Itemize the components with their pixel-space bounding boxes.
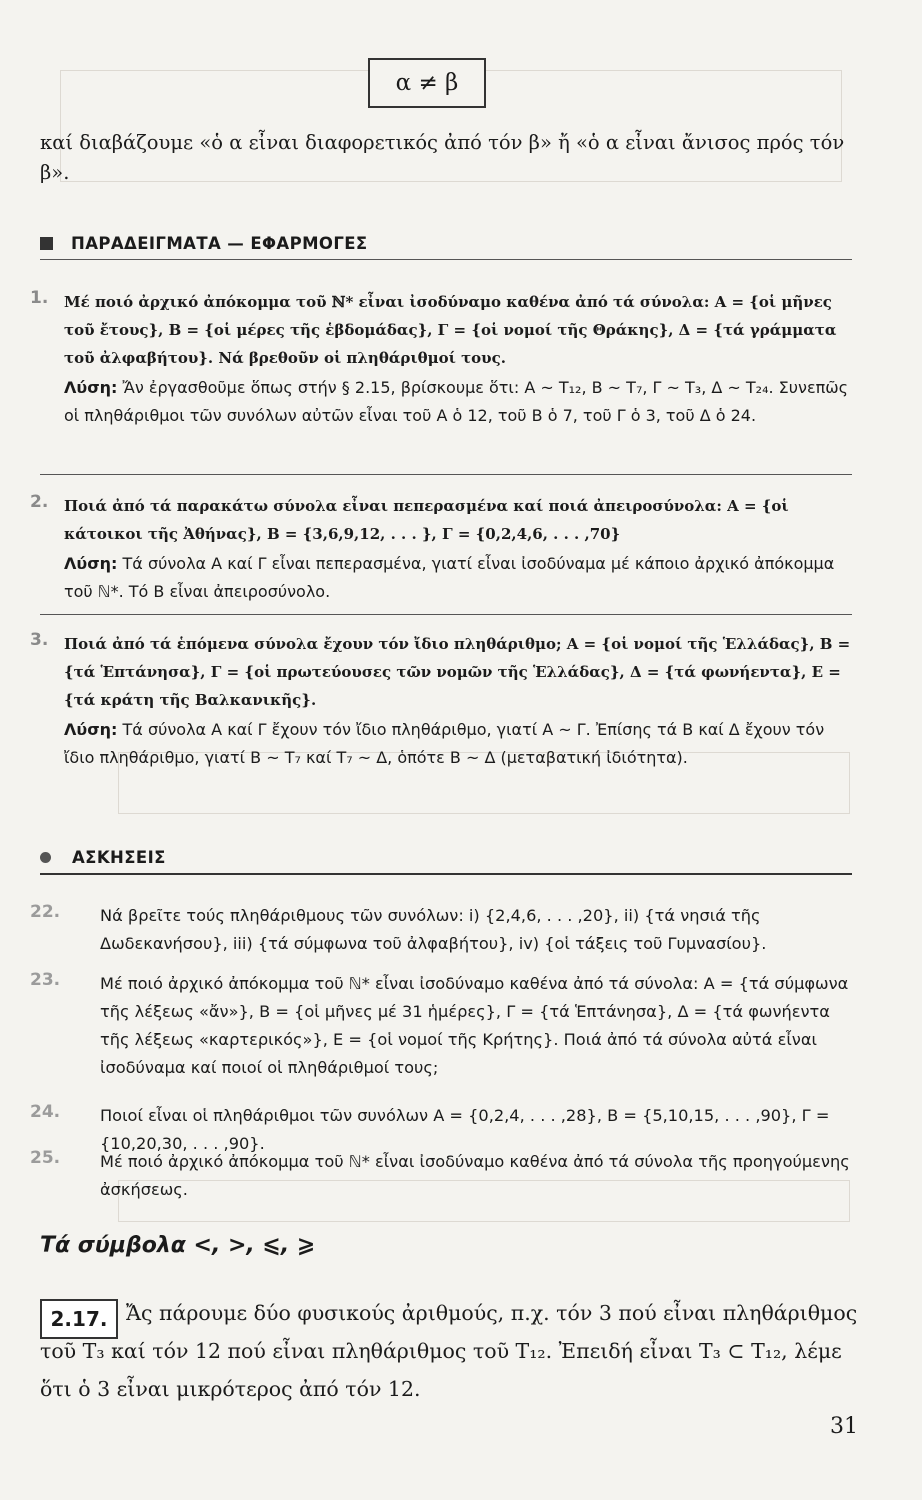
example-question: Ποιά ἀπό τά παρακάτω σύνολα εἶναι πεπερασμένα καί ποιά ἀπειροσύνολα: Α = {οἱ κάτοικοι τῆς Ἀθήνας}, Β = {3,6,9,12, . . . }, Γ = {0,2,4,6, . . . ,70} [64,497,789,543]
square-bullet-icon [40,237,53,250]
example-item [30,288,856,430]
example-question: Μέ ποιό ἀρχικό ἀπόκομμα τοῦ ℕ* εἶναι ἰσοδύναμο καθένα ἀπό τά σύνολα: Α = {οἱ μῆνες τοῦ ἔτους}, Β = {οἱ μέρες τῆς ἑβδομάδας}, Γ = {οἱ νομοί τῆς Θράκης}, Δ = {τά γράμματα τοῦ ἀλφαβήτου}. Νά βρεθοῦν οἱ πληθάριθμοί τους. [64,293,837,367]
example-number: 3. [30,630,49,650]
exercise-number: 24. [30,1102,61,1122]
exercise-text: Μέ ποιό ἀρχικό ἀπόκομμα τοῦ ℕ* εἶναι ἰσοδύναμο καθένα ἀπό τά σύνολα τῆς προηγούμενης ἀσκήσεως. [100,1152,850,1199]
definition-number: 2.17. [50,1307,108,1331]
example-number: 2. [30,492,49,512]
exercise-item [30,902,860,958]
exercises-title: ΑΣΚΗΣΕΙΣ [72,848,166,867]
exercise-item [30,970,860,1082]
example-question: Ποιά ἀπό τά ἑπόμενα σύνολα ἔχουν τόν ἴδιο πληθάριθμο; Α = {οἱ νομοί τῆς Ἑλλάδας}, Β = {τά Ἑπτάνησα}, Γ = {οἱ πρωτεύουσες τῶν νομῶν τῆς Ἑλλάδας}, Δ = {τά φωνήεντα}, Ε = {τά κράτη τῆς Βαλκανικῆς}. [64,635,851,709]
solution-text: Ἄν ἐργασθοῦμε ὅπως στήν § 2.15, βρίσκουμε ὅτι: Α ~ Τ₁₂, Β ~ Τ₇, Γ ~ Τ₃, Δ ~ Τ₂₄. Συνεπῶς οἱ πληθάριθμοι τῶν συνόλων αὐτῶν εἶναι τοῦ Α ὁ 12, τοῦ Β ὁ 7, τοῦ Γ ὁ 3, τοῦ Δ ὁ 24. [64,378,849,425]
exercise-number: 22. [30,902,61,922]
example-item [30,492,856,606]
exercise-text: Μέ ποιό ἀρχικό ἀπόκομμα τοῦ ℕ* εἶναι ἰσοδύναμο καθένα ἀπό τά σύνολα: Α = {τά σύμφωνα τῆς λέξεως «ἄν»}, Β = {οἱ μῆνες μέ 31 ἡμέρες}, Γ = {τά Ἑπτάνησα}, Δ = {τά φωνήεντα τῆς λέξεως «καρτερικός»}, Ε = {οἱ νομοί τῆς Κρήτης}. Ποιά ἀπό τά σύνολα αὐτά εἶναι ἰσοδύναμα καί ποιοί οἱ πληθάριθμοί τους; [100,974,849,1077]
example-number: 1. [30,288,49,308]
inequality-symbol: α ≠ β [395,70,459,96]
exercises-heading [40,848,852,875]
examples-title: ΠΑΡΑΔΕΙΓΜΑΤΑ — ΕΦΑΡΜΟΓΕΣ [71,234,368,253]
inequality-symbol-box [368,58,486,108]
example-solution [64,716,856,772]
solution-label: Λύση: [64,720,118,739]
exercise-item [30,1148,860,1204]
solution-label: Λύση: [64,378,118,397]
example-item [30,630,856,772]
solution-text: Τά σύνολα Α καί Γ ἔχουν τόν ἴδιο πληθάριθμο, γιατί Α ~ Γ. Ἐπίσης τά Β καί Δ ἔχουν τόν ἴδιο πληθάριθμο, γιατί Β ~ Τ₇ καί Τ₇ ~ Δ, ὁπότε Β ~ Δ (μεταβατική ἰδιότητα). [64,720,825,767]
examples-heading [40,234,852,260]
solution-text: Τά σύνολα Α καί Γ εἶναι πεπερασμένα, γιατί εἶναι ἰσοδύναμα μέ κάποιο ἀρχικό ἀπόκομμα τοῦ ℕ*. Τό Β εἶναι ἀπειροσύνολο. [64,554,835,601]
example-solution [64,550,856,606]
example-solution [64,374,856,430]
exercise-text: Ποιοί εἶναι οἱ πληθάριθμοι τῶν συνόλων Α = {0,2,4, . . . ,28}, Β = {5,10,15, . . . ,90}, Γ = {10,20,30, . . . ,90}. [100,1106,830,1153]
definition-paragraph: Ἄς πάρουμε δύο φυσικούς ἀριθμούς, π.χ. τόν 3 πού εἶναι πληθάριθμος τοῦ Τ₃ καί τόν 12 πού εἶναι πληθάριθμος τοῦ Τ₁₂. Ἐπειδή εἶναι Τ₃ ⊂ Τ₁₂, λέμε ὅτι ὁ 3 εἶναι μικρότερος ἀπό τόν 12. [40,1301,858,1401]
definition-number-box [40,1299,118,1339]
round-bullet-icon [40,852,51,863]
exercise-text: Νά βρεῖτε τούς πληθάριθμους τῶν συνόλων: i) {2,4,6, . . . ,20}, ii) {τά νησιά τῆς Δωδεκανήσου}, iii) {τά σύμφωνα τοῦ ἀλφαβήτου}, iv) {οἱ τάξεις τοῦ Γυμνασίου}. [100,906,767,953]
solution-label: Λύση: [64,554,118,573]
intro-paragraph: καί διαβάζουμε «ὁ α εἶναι διαφορετικός ἀπό τόν β» ἤ «ὁ α εἶναι ἄνισος πρός τόν β». [40,131,845,184]
divider [40,614,852,615]
page-number: 31 [830,1414,858,1439]
exercise-number: 25. [30,1148,61,1168]
divider [40,474,852,475]
exercise-number: 23. [30,970,61,990]
symbols-section-title: Τά σύμβολα <, >, ⩽, ⩾ [40,1233,316,1258]
